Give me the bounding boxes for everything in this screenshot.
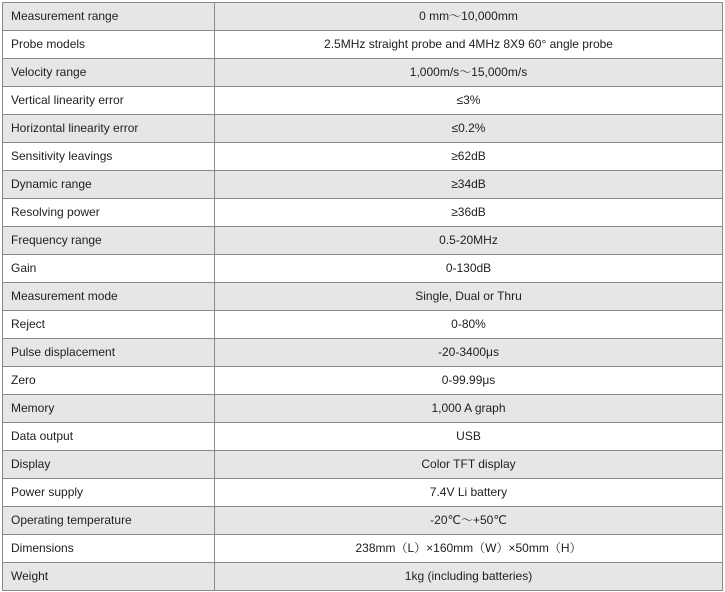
table-row (3, 283, 723, 311)
spec-value-frequency-range: 0.5-20MHz (215, 227, 723, 255)
spec-label-dimensions: Dimensions (3, 535, 215, 563)
table-row (3, 563, 723, 591)
spec-value-measurement-mode: Single, Dual or Thru (215, 283, 723, 311)
spec-value-operating-temperature: -20℃〜+50℃ (215, 507, 723, 535)
table-row (3, 535, 723, 563)
table-row (3, 31, 723, 59)
spec-value-resolving-power: ≥36dB (215, 199, 723, 227)
spec-label-measurement-mode: Measurement mode (3, 283, 215, 311)
table-row (3, 3, 723, 31)
spec-label-data-output: Data output (3, 423, 215, 451)
table-row (3, 227, 723, 255)
spec-value-sensitivity-leavings: ≥62dB (215, 143, 723, 171)
table-row (3, 171, 723, 199)
spec-value-display: Color TFT display (215, 451, 723, 479)
spec-value-dimensions: 238mm（L）×160mm（W）×50mm（H） (215, 535, 723, 563)
spec-label-display: Display (3, 451, 215, 479)
spec-label-measurement-range: Measurement range (3, 3, 215, 31)
spec-label-power-supply: Power supply (3, 479, 215, 507)
spec-label-probe-models: Probe models (3, 31, 215, 59)
spec-value-vertical-linearity-error: ≤3% (215, 87, 723, 115)
spec-label-memory: Memory (3, 395, 215, 423)
spec-value-horizontal-linearity-error: ≤0.2% (215, 115, 723, 143)
spec-label-velocity-range: Velocity range (3, 59, 215, 87)
table-row (3, 311, 723, 339)
spec-value-probe-models: 2.5MHz straight probe and 4MHz 8X9 60° angle probe (215, 31, 723, 59)
spec-label-pulse-displacement: Pulse displacement (3, 339, 215, 367)
table-row (3, 479, 723, 507)
table-row (3, 87, 723, 115)
table-row (3, 395, 723, 423)
spec-value-velocity-range: 1,000m/s〜15,000m/s (215, 59, 723, 87)
spec-value-measurement-range: 0 mm〜10,000mm (215, 3, 723, 31)
specifications-table (2, 2, 723, 591)
spec-value-zero: 0-99.99μs (215, 367, 723, 395)
spec-label-frequency-range: Frequency range (3, 227, 215, 255)
spec-label-dynamic-range: Dynamic range (3, 171, 215, 199)
spec-value-pulse-displacement: -20-3400μs (215, 339, 723, 367)
table-row (3, 115, 723, 143)
spec-label-horizontal-linearity-error: Horizontal linearity error (3, 115, 215, 143)
spec-label-resolving-power: Resolving power (3, 199, 215, 227)
spec-value-weight: 1kg (including batteries) (215, 563, 723, 591)
spec-value-dynamic-range: ≥34dB (215, 171, 723, 199)
spec-label-sensitivity-leavings: Sensitivity leavings (3, 143, 215, 171)
table-row (3, 255, 723, 283)
spec-value-memory: 1,000 A graph (215, 395, 723, 423)
spec-value-data-output: USB (215, 423, 723, 451)
table-row (3, 367, 723, 395)
table-row (3, 451, 723, 479)
spec-value-power-supply: 7.4V Li battery (215, 479, 723, 507)
spec-label-zero: Zero (3, 367, 215, 395)
spec-value-gain: 0-130dB (215, 255, 723, 283)
spec-label-weight: Weight (3, 563, 215, 591)
table-row (3, 339, 723, 367)
table-row (3, 199, 723, 227)
spec-label-gain: Gain (3, 255, 215, 283)
table-row (3, 143, 723, 171)
spec-label-operating-temperature: Operating temperature (3, 507, 215, 535)
spec-sheet (2, 2, 722, 590)
table-row (3, 507, 723, 535)
table-row (3, 59, 723, 87)
spec-label-vertical-linearity-error: Vertical linearity error (3, 87, 215, 115)
table-row (3, 423, 723, 451)
spec-value-reject: 0-80% (215, 311, 723, 339)
spec-label-reject: Reject (3, 311, 215, 339)
